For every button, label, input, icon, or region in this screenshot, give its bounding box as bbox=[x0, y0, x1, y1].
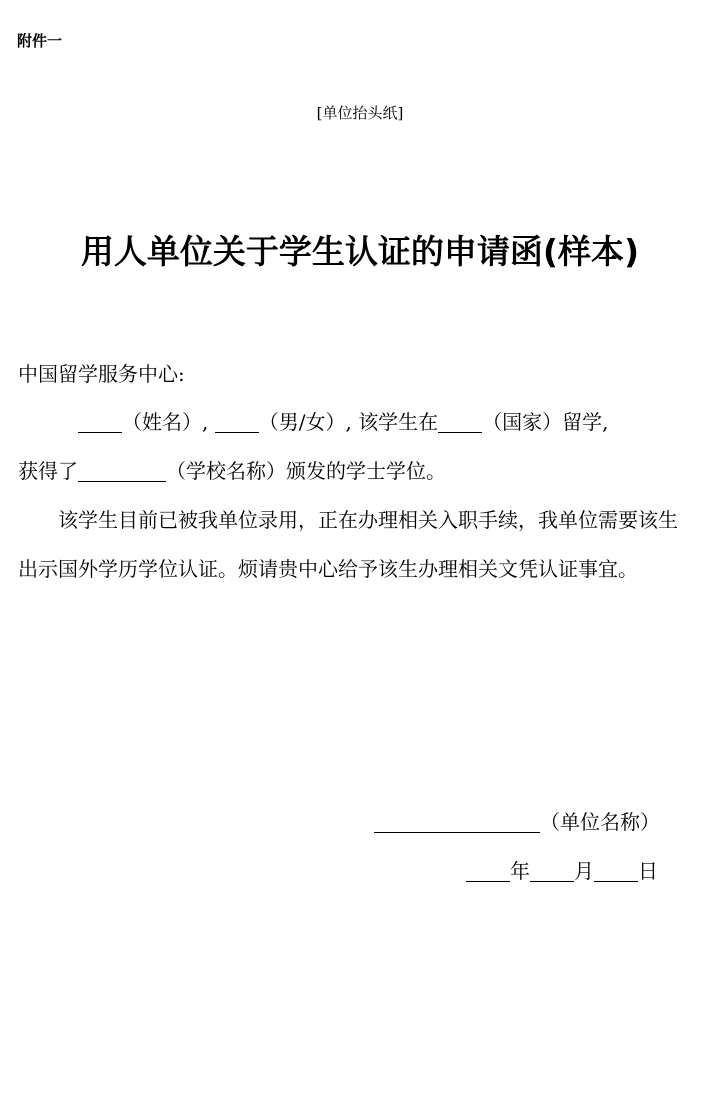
country-blank[interactable] bbox=[438, 410, 482, 433]
salutation: 中国留学服务中心: bbox=[18, 362, 185, 386]
school-hint: （学校名称）颁发的学士学位。 bbox=[166, 459, 446, 483]
paragraph-request bbox=[18, 496, 688, 594]
date-line bbox=[374, 847, 658, 896]
year-blank[interactable] bbox=[466, 859, 510, 882]
gender-hint: （男/女）, bbox=[258, 410, 352, 434]
attachment-label: 附件一 bbox=[17, 32, 63, 50]
name-blank[interactable] bbox=[78, 410, 122, 433]
country-hint: （国家）留学, bbox=[482, 410, 609, 434]
day-blank[interactable] bbox=[594, 859, 638, 882]
request-text: 该学生目前已被我单位录用，正在办理相关入职手续，我单位需要该生出示国外学历学位认证。烦请贵中心给予该生办理相关文凭认证事宜。 bbox=[18, 508, 678, 581]
org-name-hint: （单位名称） bbox=[540, 810, 660, 834]
student-in-text: 该学生在 bbox=[358, 410, 439, 434]
letterhead-placeholder: [单位抬头纸] bbox=[316, 104, 404, 122]
org-name-blank[interactable] bbox=[374, 810, 540, 833]
day-label: 日 bbox=[638, 859, 658, 883]
month-label: 月 bbox=[574, 859, 594, 883]
signature-block bbox=[374, 798, 660, 896]
paragraph-student-info bbox=[18, 398, 688, 496]
name-hint: （姓名）, bbox=[122, 410, 209, 434]
org-name-line bbox=[374, 798, 660, 847]
obtained-text: 获得了 bbox=[18, 459, 78, 483]
school-blank[interactable] bbox=[78, 459, 166, 482]
document-title: 用人单位关于学生认证的申请函(样本) bbox=[80, 232, 640, 271]
year-label: 年 bbox=[510, 859, 530, 883]
gender-blank[interactable] bbox=[215, 410, 259, 433]
month-blank[interactable] bbox=[530, 859, 574, 882]
